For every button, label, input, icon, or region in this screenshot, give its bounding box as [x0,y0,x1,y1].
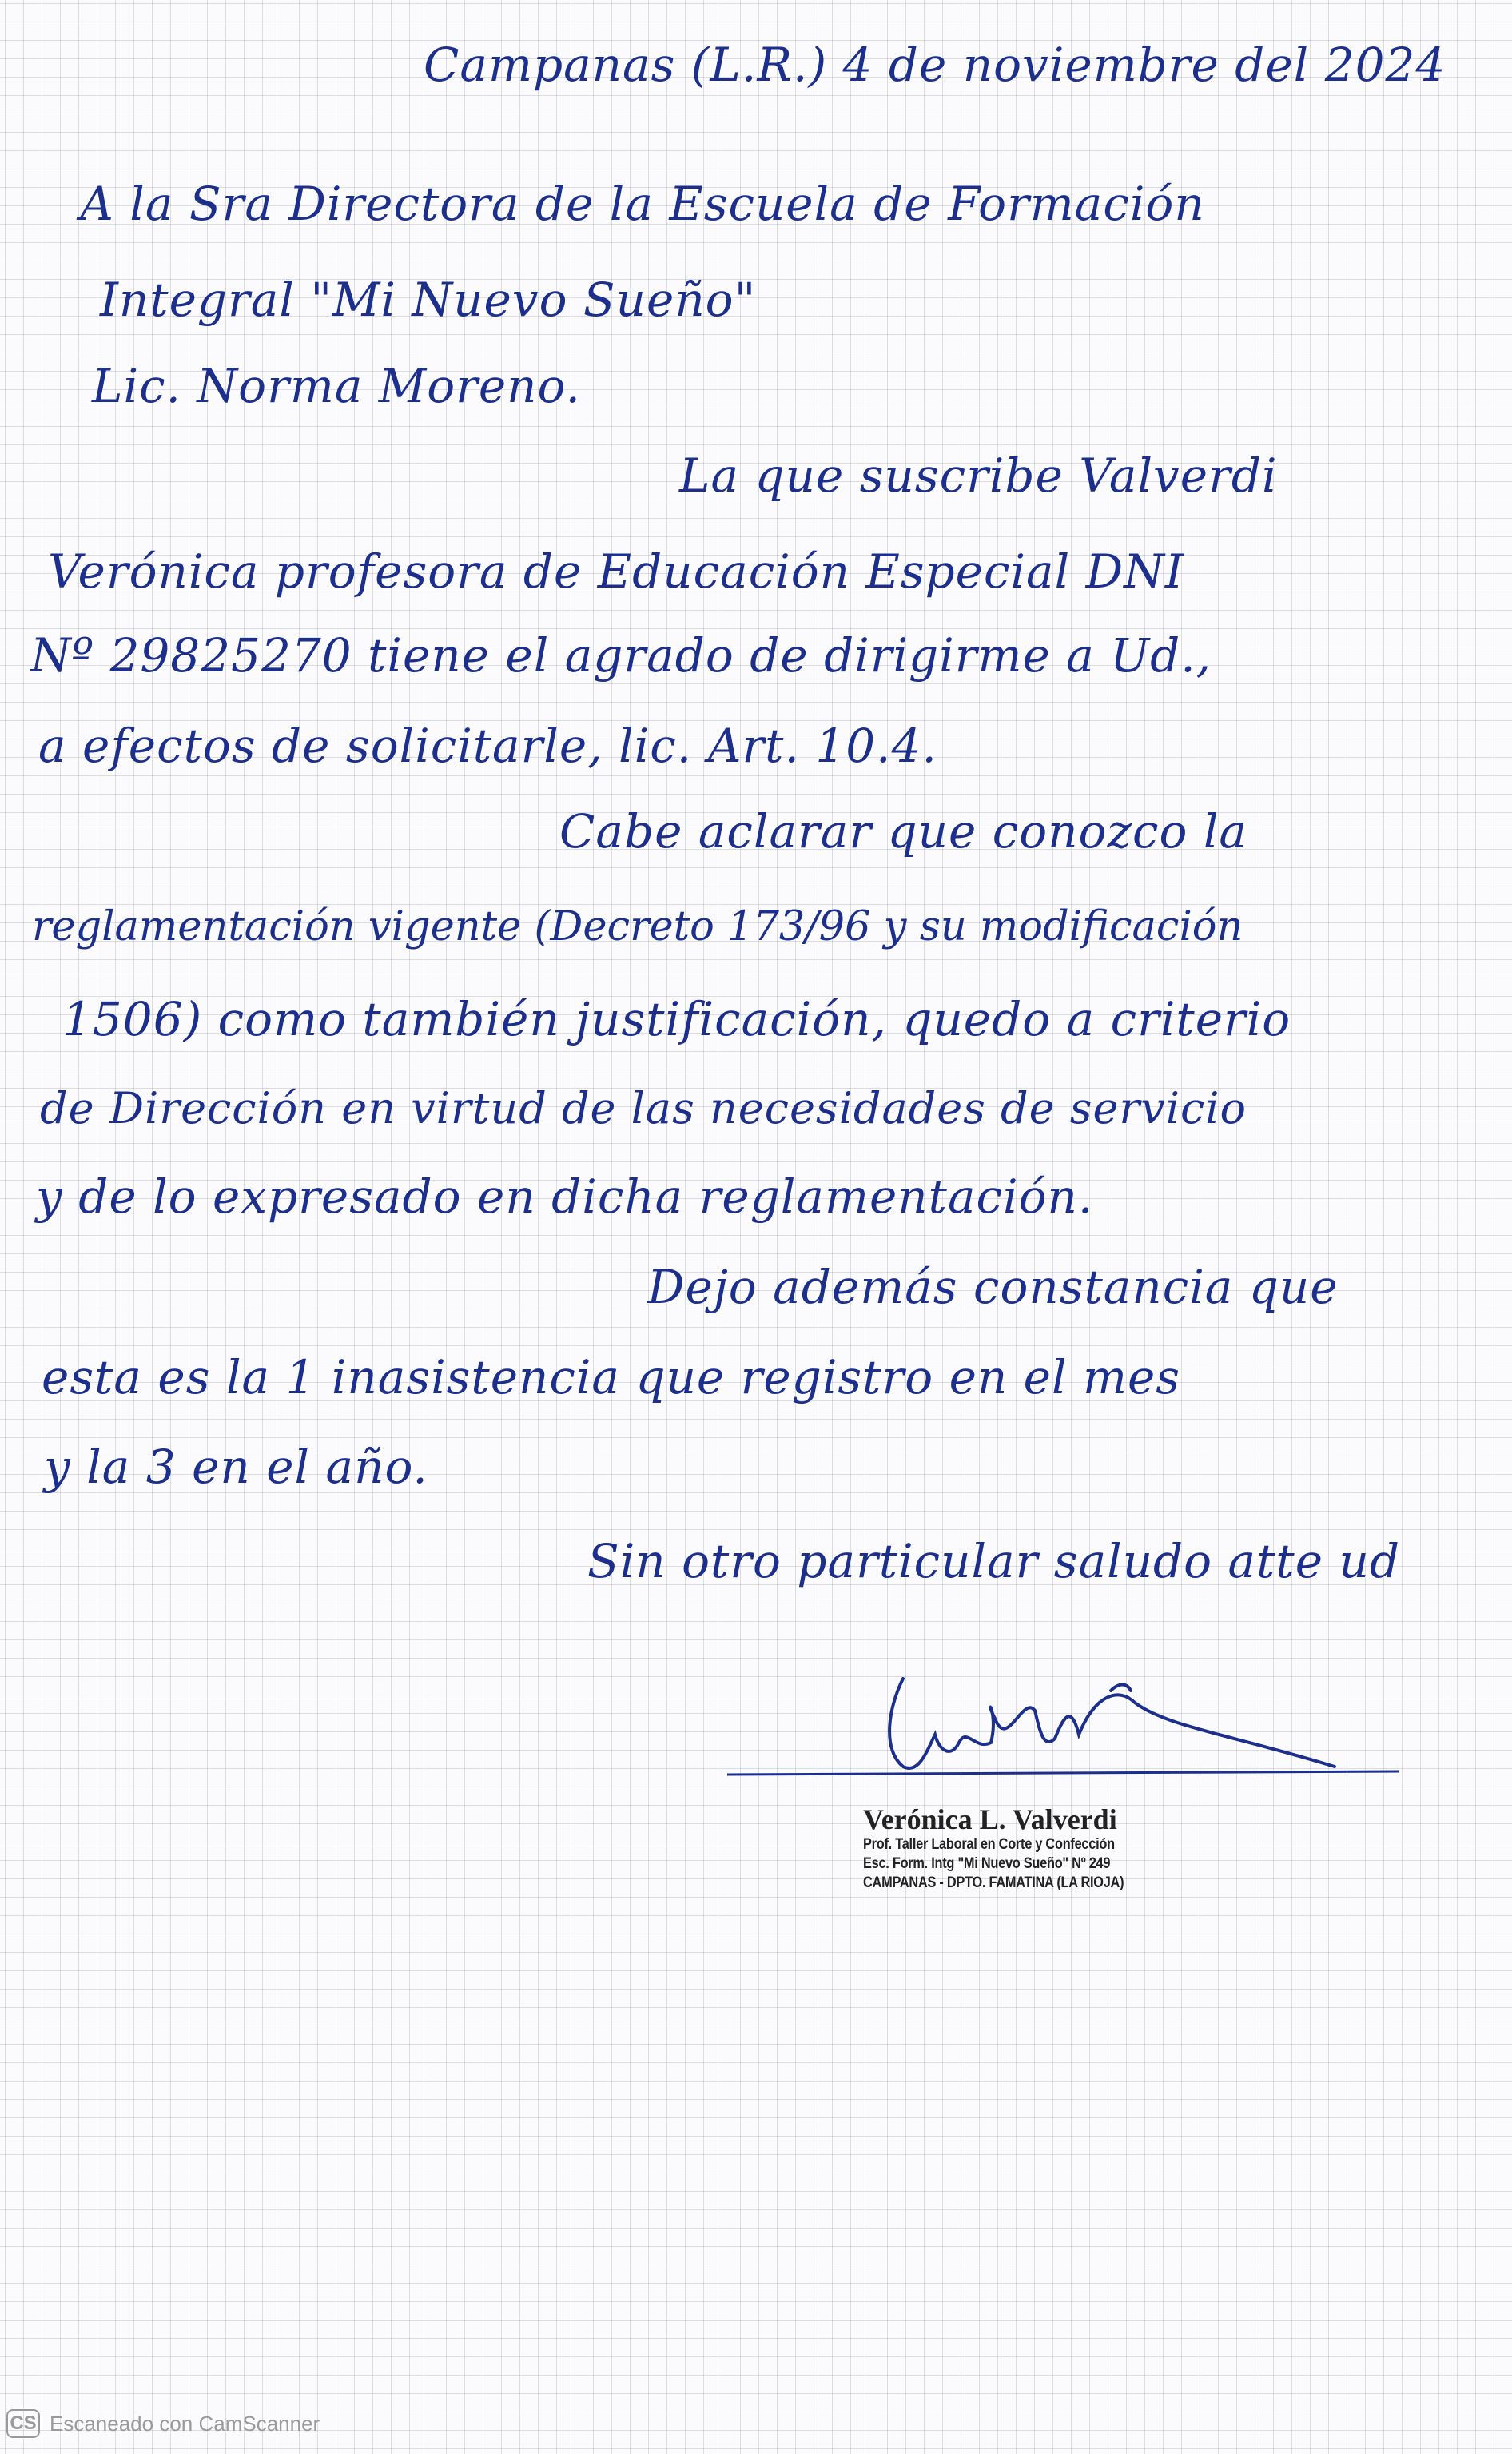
handwritten-signature [719,1663,1422,1799]
body-line: Nº 29825270 tiene el agrado de dirigirme a Ud., [30,628,1212,683]
body-line: y la 3 en el año. [44,1440,428,1494]
stamp-line: Prof. Taller Laboral en Corte y Confección [863,1836,1115,1853]
addressee-line: Integral "Mi Nuevo Sueño" [100,273,757,327]
body-line: La que suscribe Valverdi [679,448,1278,503]
stamp-line: CAMPANAS - DPTO. FAMATINA (LA RIOJA) [863,1874,1124,1891]
date-line: Campanas (L.R.) 4 de noviembre del 2024 [424,38,1446,92]
body-line: de Dirección en virtud de las necesidades de servicio [40,1083,1247,1133]
signature-stamp [863,1803,1263,1893]
body-line: Dejo además constancia que [647,1260,1339,1314]
body-line: reglamentación vigente (Decreto 173/96 y su modificación [32,903,1243,950]
signature-block [719,1663,1422,1926]
stamp-line: Esc. Form. Intg "Mi Nuevo Sueño" Nº 249 [863,1855,1111,1872]
watermark-text: Escaneado con CamScanner [50,2411,320,2436]
addressee-line: A la Sra Directora de la Escuela de Formación [80,177,1205,231]
scanner-watermark [6,2408,320,2440]
body-line: a efectos de solicitarle, lic. Art. 10.4. [38,719,937,773]
body-line: y de lo expresado en dicha reglamentación. [36,1169,1094,1224]
stamp-name: Verónica L. Valverdi [863,1803,1117,1835]
body-line: Cabe aclarar que conozco la [559,804,1247,859]
body-line: 1506) como también justificación, quedo a criterio [62,992,1291,1046]
body-line: Sin otro particular saludo atte ud [587,1534,1400,1588]
camscanner-logo-icon: CS [6,2409,40,2438]
body-line: esta es la 1 inasistencia que registro en el mes [42,1350,1181,1404]
body-line: Verónica profesora de Educación Especial DNI [48,544,1184,599]
addressee-line: Lic. Norma Moreno. [92,359,581,413]
